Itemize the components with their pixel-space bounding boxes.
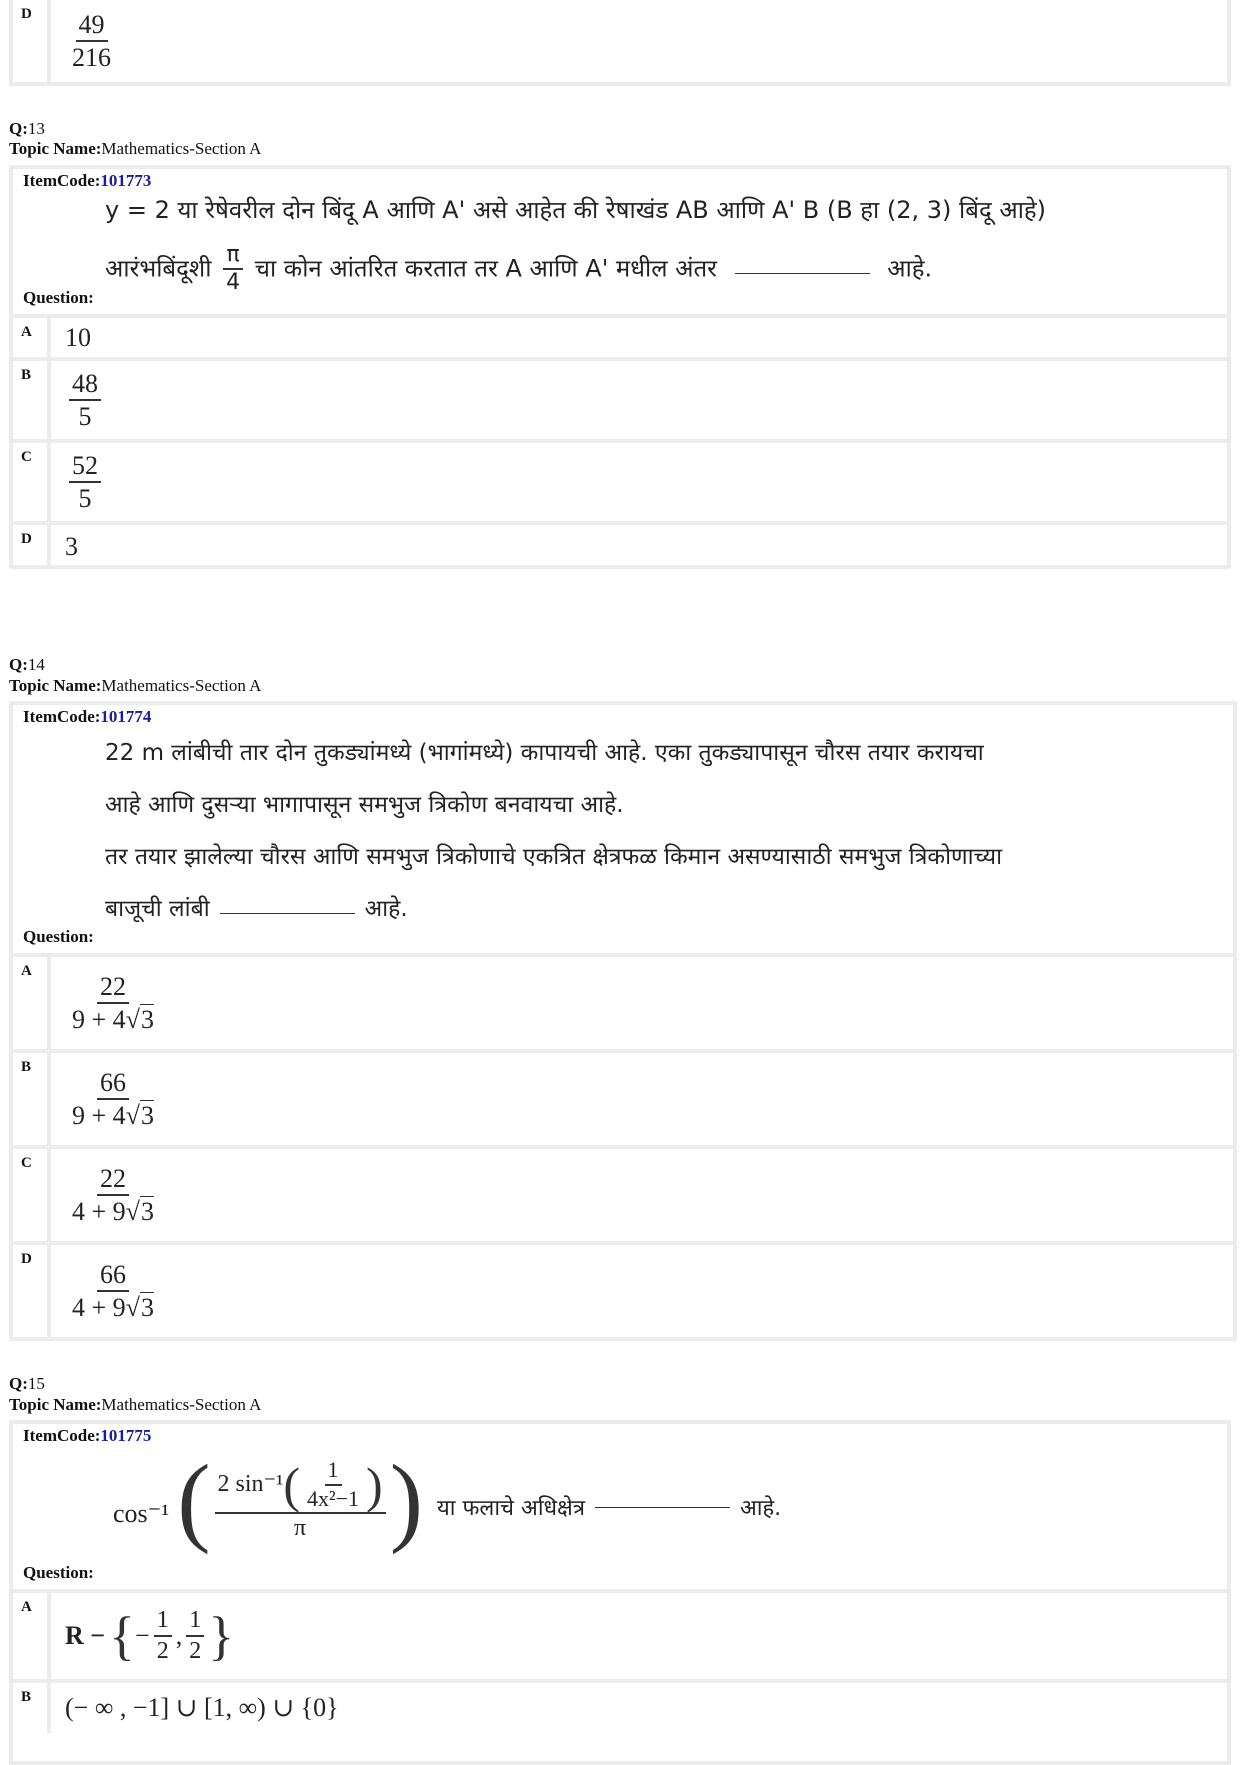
item-code: ItemCode:101775 bbox=[23, 1426, 152, 1445]
option-row-d[interactable]: D 3 bbox=[13, 525, 1227, 569]
option-fraction: $\frac{48}{5}$ bbox=[69, 368, 101, 432]
question-label: Question: bbox=[23, 288, 94, 307]
set-expression: R − { − $\frac{1}{2}$ , $\frac{1}{2}$ } bbox=[65, 1606, 235, 1666]
option-letter: D bbox=[13, 0, 51, 82]
option-row-b[interactable]: B $\frac{66}{9 + 4√3}$ bbox=[13, 1053, 1233, 1149]
question-row bbox=[13, 705, 1233, 957]
item-code: ItemCode:101773 bbox=[23, 171, 152, 190]
option-fraction: $\frac{66}{9 + 4√3}$ bbox=[72, 1067, 154, 1130]
question-row bbox=[13, 169, 1227, 318]
option-fraction: $\frac{52}{5}$ bbox=[69, 450, 101, 514]
question-label: Question: bbox=[23, 1563, 94, 1582]
option-row-c[interactable]: C $\frac{52}{5}$ bbox=[13, 443, 1227, 525]
option-row-b[interactable]: B (− ∞ , −1] ∪ [1, ∞) ∪ {0} bbox=[13, 1683, 1227, 1733]
question-number: Q:14 bbox=[9, 655, 45, 674]
option-row-a[interactable]: A $\frac{22}{9 + 4√3}$ bbox=[13, 957, 1233, 1053]
prev-question-options bbox=[9, 0, 1231, 86]
pi-over-4: $\frac{\pi}{4}$ bbox=[223, 242, 243, 297]
option-fraction: $\frac{22}{9 + 4√3}$ bbox=[72, 971, 154, 1034]
question-text: y = 2 या रेषेवरील दोन बिंदू A आणि A' असे आहेत की रेषाखंड AB आणि A' B (B हा (2, 3) बिंदू आहे) आरंभबिंदूशी $\frac{\pi}{4}$ चा कोन आंतरित करतात तर A आणि A' मधील अंतर आहे. bbox=[105, 196, 1046, 296]
item-code: ItemCode:101774 bbox=[23, 707, 152, 726]
answer-blank bbox=[220, 913, 355, 914]
question-card-14 bbox=[9, 701, 1237, 1341]
option-row-a[interactable]: A R − { − $\frac{1}{2}$ , $\frac{1}{2}$ } bbox=[13, 1593, 1227, 1683]
question-row bbox=[13, 1424, 1227, 1593]
question-text: 22 m लांबीची तार दोन तुकड्यांमध्ये (भागांमध्ये) कापायची आहे. एका तुकड्यापासून चौरस तयार करायचा आहे आणि दुसऱ्या भागापासून समभुज त्रिकोण बनवायचा आहे. तर तयार झालेल्या चौरस आणि समभुज त्रिकोणाचे एकत्रित क्षेत्रफळ किमान असण्यासाठी समभुज त्रिकोणाच्या बाजूची लांबी आहे. bbox=[105, 740, 1003, 922]
topic-name: Topic Name:Mathematics-Section A bbox=[9, 139, 262, 158]
topic-name: Topic Name:Mathematics-Section A bbox=[9, 1395, 262, 1414]
inverse-cosine: cos⁻¹ bbox=[113, 1499, 170, 1528]
option-fraction: $\frac{66}{4 + 9√3}$ bbox=[72, 1259, 154, 1322]
question-card-13 bbox=[9, 165, 1231, 569]
option-row-a[interactable]: A 10 bbox=[13, 318, 1227, 361]
option-fraction: $\frac{22}{4 + 9√3}$ bbox=[72, 1163, 154, 1226]
question-label: Question: bbox=[23, 927, 94, 946]
option-fraction: $\frac{49}{216}$ bbox=[72, 9, 111, 72]
answer-blank bbox=[595, 1507, 730, 1508]
question-number: Q:15 bbox=[9, 1374, 45, 1393]
option-row-b[interactable]: B $\frac{48}{5}$ bbox=[13, 361, 1227, 443]
question-text: cos⁻¹ ( 2 sin⁻¹ ( $\frac{1}{\text{4x²−1}}$ ) π ) या फलाचे अधिक्षेत्र आहे. bbox=[113, 1444, 782, 1555]
option-row-c[interactable]: C $\frac{22}{4 + 9√3}$ bbox=[13, 1149, 1233, 1245]
option-row-d[interactable]: D $\frac{66}{4 + 9√3}$ bbox=[13, 1245, 1233, 1337]
answer-blank bbox=[735, 273, 870, 274]
topic-name: Topic Name:Mathematics-Section A bbox=[9, 676, 262, 695]
option-row[interactable] bbox=[13, 0, 1227, 82]
question-number: Q:13 bbox=[9, 119, 45, 138]
question-card-15 bbox=[9, 1420, 1231, 1765]
expression-fraction: 2 sin⁻¹ ( $\frac{1}{\text{4x²−1}}$ ) π bbox=[215, 1457, 386, 1543]
